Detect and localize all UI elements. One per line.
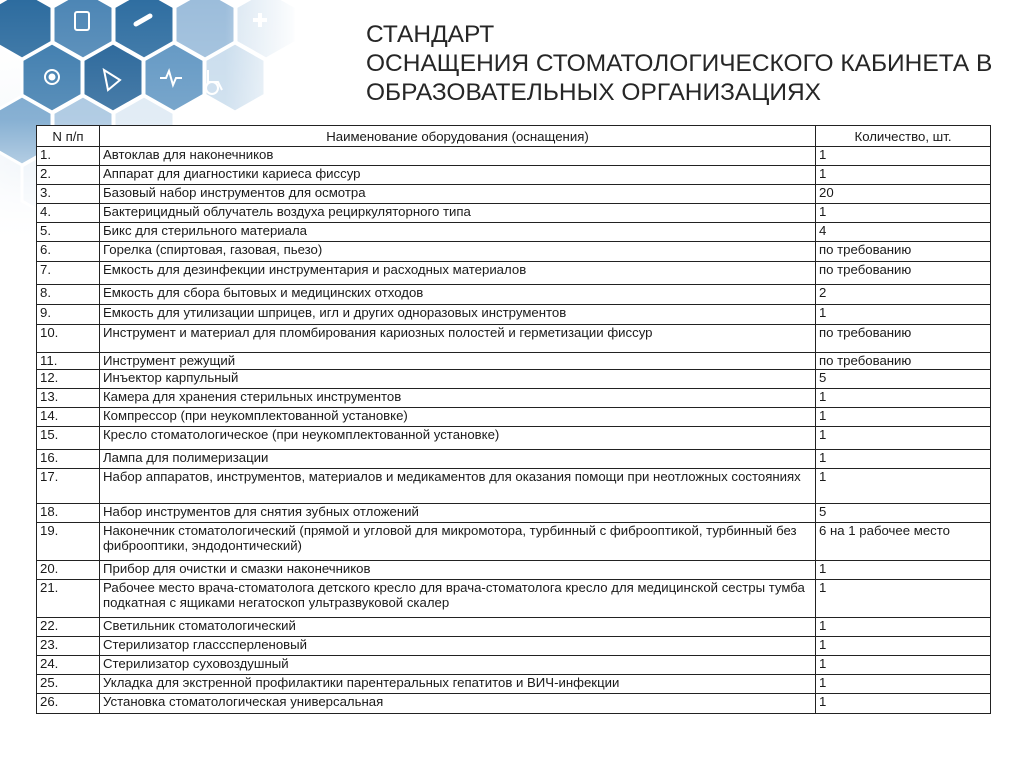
row-number: 11. (37, 353, 100, 370)
row-number: 2. (37, 166, 100, 185)
table-row (37, 285, 991, 305)
table-row (37, 389, 991, 408)
row-equipment-name: Рабочее место врача-стоматолога детского кресло для врача-стоматолога кресло для медицинской сестры тумба подкатная с ящиками негатоскоп ультразвуковой скалер (100, 580, 816, 618)
row-number: 4. (37, 204, 100, 223)
table-row (37, 185, 991, 204)
row-quantity: 4 (816, 223, 991, 242)
header-name: Наименование оборудования (оснащения) (100, 126, 816, 147)
row-number: 18. (37, 504, 100, 523)
row-equipment-name: Бикс для стерильного материала (100, 223, 816, 242)
row-quantity: 1 (816, 204, 991, 223)
table-row (37, 353, 991, 370)
row-quantity: 1 (816, 305, 991, 325)
row-number: 20. (37, 561, 100, 580)
row-quantity: 1 (816, 469, 991, 504)
title-line-2: ОСНАЩЕНИЯ СТОМАТОЛОГИЧЕСКОГО КАБИНЕТА В (366, 50, 993, 77)
row-quantity: 2 (816, 285, 991, 305)
table-row (37, 147, 991, 166)
row-quantity: 1 (816, 408, 991, 427)
row-quantity: по требованию (816, 262, 991, 285)
row-equipment-name: Емкость для сбора бытовых и медицинских отходов (100, 285, 816, 305)
row-quantity: 5 (816, 370, 991, 389)
table-row (37, 637, 991, 656)
row-equipment-name: Автоклав для наконечников (100, 147, 816, 166)
row-quantity: 1 (816, 656, 991, 675)
row-number: 3. (37, 185, 100, 204)
row-quantity: 1 (816, 580, 991, 618)
row-number: 13. (37, 389, 100, 408)
row-equipment-name: Кресло стоматологическое (при неукомплектованной установке) (100, 427, 816, 450)
row-number: 6. (37, 242, 100, 262)
row-number: 22. (37, 618, 100, 637)
table-row (37, 561, 991, 580)
row-number: 26. (37, 694, 100, 714)
table-row (37, 694, 991, 714)
header-number: N п/п (37, 126, 100, 147)
row-quantity: 1 (816, 694, 991, 714)
row-equipment-name: Инъектор карпульный (100, 370, 816, 389)
row-equipment-name: Инструмент и материал для пломбирования кариозных полостей и герметизации фиссур (100, 325, 816, 353)
row-equipment-name: Стерилизатор гласссперленовый (100, 637, 816, 656)
row-quantity: 1 (816, 675, 991, 694)
row-quantity: 1 (816, 637, 991, 656)
row-equipment-name: Базовый набор инструментов для осмотра (100, 185, 816, 204)
row-equipment-name: Наконечник стоматологический (прямой и угловой для микромотора, турбинный с фиброоптикой, турбинный без фиброоптики, эндодонтический) (100, 523, 816, 561)
row-equipment-name: Стерилизатор суховоздушный (100, 656, 816, 675)
table-row (37, 305, 991, 325)
row-equipment-name: Инструмент режущий (100, 353, 816, 370)
row-equipment-name: Емкость для дезинфекции инструментария и расходных материалов (100, 262, 816, 285)
row-number: 12. (37, 370, 100, 389)
row-equipment-name: Бактерицидный облучатель воздуха рециркуляторного типа (100, 204, 816, 223)
row-quantity: по требованию (816, 353, 991, 370)
row-equipment-name: Камера для хранения стерильных инструментов (100, 389, 816, 408)
row-quantity: 1 (816, 147, 991, 166)
table-row (37, 469, 991, 504)
row-number: 5. (37, 223, 100, 242)
row-number: 14. (37, 408, 100, 427)
row-number: 8. (37, 285, 100, 305)
row-equipment-name: Укладка для экстренной профилактики парентеральных гепатитов и ВИЧ-инфекции (100, 675, 816, 694)
row-number: 25. (37, 675, 100, 694)
table-row (37, 325, 991, 353)
title-line-3: ОБРАЗОВАТЕЛЬНЫХ ОРГАНИЗАЦИЯХ (366, 79, 822, 106)
row-quantity: 1 (816, 618, 991, 637)
header-quantity: Количество, шт. (816, 126, 991, 147)
table-row (37, 523, 991, 561)
row-quantity: 1 (816, 166, 991, 185)
row-equipment-name: Горелка (спиртовая, газовая, пьезо) (100, 242, 816, 262)
row-equipment-name: Лампа для полимеризации (100, 450, 816, 469)
table-row (37, 242, 991, 262)
row-equipment-name: Набор инструментов для снятия зубных отложений (100, 504, 816, 523)
row-equipment-name: Установка стоматологическая универсальная (100, 694, 816, 714)
row-equipment-name: Емкость для утилизации шприцев, игл и других одноразовых инструментов (100, 305, 816, 325)
row-number: 24. (37, 656, 100, 675)
row-quantity: по требованию (816, 242, 991, 262)
row-quantity: 1 (816, 561, 991, 580)
row-number: 17. (37, 469, 100, 504)
row-number: 16. (37, 450, 100, 469)
table-row (37, 408, 991, 427)
table-row (37, 166, 991, 185)
row-equipment-name: Набор аппаратов, инструментов, материалов и медикаментов для оказания помощи при неотложных состояниях (100, 469, 816, 504)
row-number: 7. (37, 262, 100, 285)
row-quantity: 5 (816, 504, 991, 523)
row-quantity: по требованию (816, 325, 991, 353)
table-row (37, 262, 991, 285)
table-row (37, 370, 991, 389)
row-quantity: 1 (816, 450, 991, 469)
title-line-1: СТАНДАРТ (366, 21, 495, 48)
equipment-table (36, 125, 991, 714)
page-title (366, 20, 1006, 107)
row-number: 10. (37, 325, 100, 353)
row-number: 19. (37, 523, 100, 561)
table-row (37, 675, 991, 694)
row-quantity: 1 (816, 427, 991, 450)
row-equipment-name: Аппарат для диагностики кариеса фиссур (100, 166, 816, 185)
row-quantity: 20 (816, 185, 991, 204)
table-header-row (37, 126, 991, 147)
table-row (37, 618, 991, 637)
row-number: 23. (37, 637, 100, 656)
row-quantity: 1 (816, 389, 991, 408)
row-equipment-name: Компрессор (при неукомплектованной установке) (100, 408, 816, 427)
row-number: 9. (37, 305, 100, 325)
row-quantity: 6 на 1 рабочее место (816, 523, 991, 561)
table-row (37, 504, 991, 523)
table-row (37, 450, 991, 469)
row-equipment-name: Прибор для очистки и смазки наконечников (100, 561, 816, 580)
row-number: 15. (37, 427, 100, 450)
table-row (37, 580, 991, 618)
row-number: 21. (37, 580, 100, 618)
row-equipment-name: Светильник стоматологический (100, 618, 816, 637)
table-row (37, 204, 991, 223)
table-row (37, 656, 991, 675)
row-number: 1. (37, 147, 100, 166)
table-row (37, 427, 991, 450)
table-row (37, 223, 991, 242)
